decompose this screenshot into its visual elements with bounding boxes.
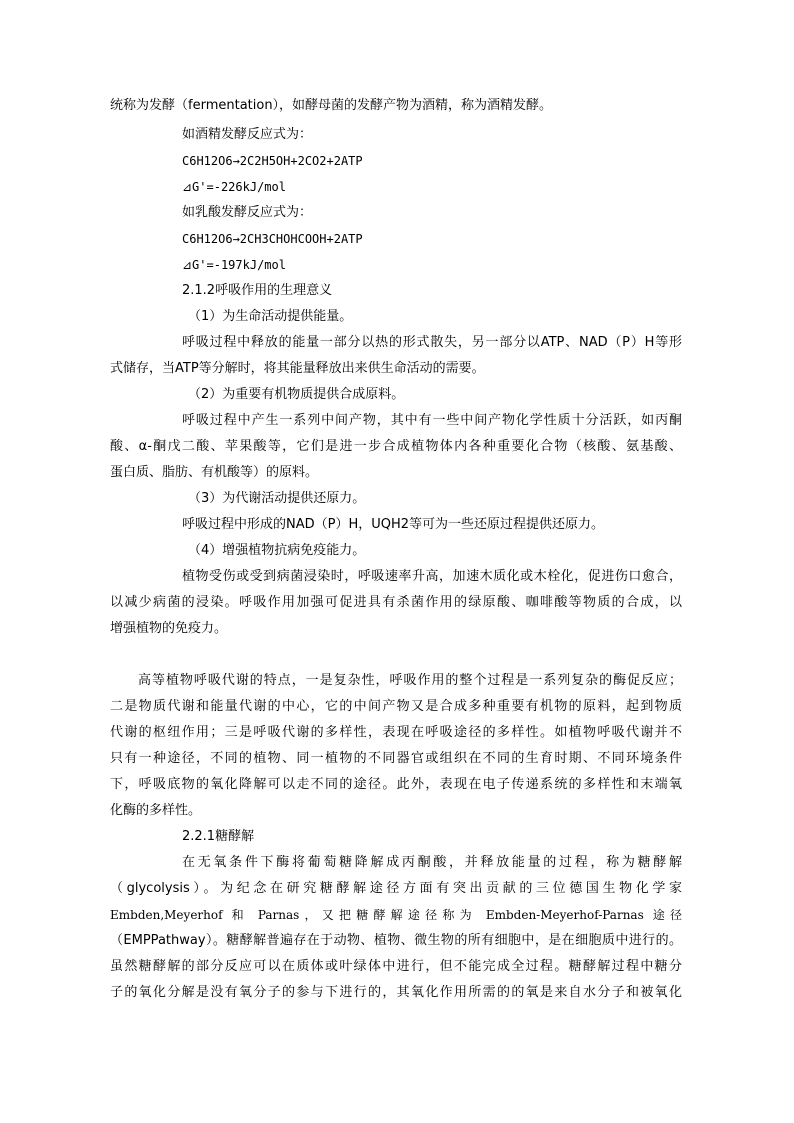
paragraph-line: 在无氧条件下酶将葡萄糖降解成丙酮酸，并释放能量的过程，称为糖酵解	[182, 855, 682, 870]
paragraph-line: 增强植物的免疫力。	[110, 621, 228, 636]
paragraph-line: 以减少病菌的浸染。呼吸作用加强可促进具有杀菌作用的绿原酸、咖啡酸等物质的合成，以	[110, 595, 682, 610]
paragraph-line: 化酶的多样性。	[110, 803, 202, 818]
chemical-equation: C6H12O6→2C2H5OH+2CO2+2ATP	[182, 154, 363, 168]
paragraph-line: 只有一种途径，不同的植物、同一植物的不同器官或组织在不同的生育时期、不同环境条件	[110, 751, 682, 766]
paragraph-line: 代谢的枢纽作用；三是呼吸代谢的多样性，表现在呼吸途径的多样性。如植物呼吸代谢并不	[110, 725, 682, 740]
paragraph-line: （glycolysis）。为纪念在研究糖酵解途径方面有突出贡献的三位德国生物化学家	[110, 881, 682, 896]
paragraph-line: 如酒精发酵反应式为：	[182, 127, 313, 142]
paragraph-line: 植物受伤或受到病菌浸染时，呼吸速率升高，加速木质化或木栓化，促进伤口愈合，	[182, 569, 682, 584]
paragraph-line: 高等植物呼吸代谢的特点，一是复杂性，呼吸作用的整个过程是一系列复杂的酶促反应；	[138, 673, 682, 688]
chemical-equation: C6H12O6→2CH3CHOHCOOH+2ATP	[182, 232, 363, 246]
paragraph-line: 酸、α-酮戊二酸、苹果酸等，它们是进一步合成植物体内各种重要化合物（核酸、氨基酸、	[110, 439, 682, 454]
list-item-heading: （3）为代谢活动提供还原力。	[188, 491, 366, 506]
paragraph-line: 蛋白质、脂肪、有机酸等）的原料。	[110, 465, 319, 480]
list-item-heading: （1）为生命活动提供能量。	[188, 309, 353, 324]
paragraph-line: 下，呼吸底物的氧化降解可以走不同的途径。此外，表现在电子传递系统的多样性和末端氧	[110, 777, 682, 792]
paragraph-line: 呼吸过程中产生一系列中间产物，其中有一些中间产物化学性质十分活跃，如丙酮	[182, 413, 682, 428]
section-heading: 2.1.2呼吸作用的生理意义	[182, 283, 333, 298]
list-item-heading: （2）为重要有机物质提供合成原料。	[188, 387, 405, 402]
section-heading: 2.2.1糖酵解	[182, 829, 255, 844]
paragraph-line: 统称为发酵（fermentation），如酵母菌的发酵产物为酒精，称为酒精发酵。	[110, 98, 553, 113]
paragraph-line: 呼吸过程中形成的NAD（P）H，UQH2等可为一些还原过程提供还原力。	[182, 517, 605, 532]
paragraph-line: 式储存，当ATP等分解时，将其能量释放出来供生命活动的需要。	[110, 361, 485, 376]
gibbs-energy: ⊿G'=-226kJ/mol	[182, 180, 286, 194]
paragraph-line: （EMPPathway）。糖酵解普遍存在于动物、植物、微生物的所有细胞中，是在细胞质中进行的。	[110, 933, 682, 948]
gibbs-energy: ⊿G'=-197kJ/mol	[182, 258, 286, 272]
paragraph-line: Embden,Meyerhof 和 Parnas，又把糖酵解途径称为 Embden-Meyerhof-Parnas 途径	[110, 908, 682, 922]
paragraph-line: 如乳酸发酵反应式为：	[182, 205, 313, 220]
paragraph-line: 虽然糖酵解的部分反应可以在质体或叶绿体中进行，但不能完成全过程。糖酵解过程中糖分	[110, 959, 682, 974]
paragraph-line: 子的氧化分解是没有氧分子的参与下进行的，其氧化作用所需的的氧是来自水分子和被氧化	[110, 985, 682, 1000]
list-item-heading: （4）增强植物抗病免疫能力。	[188, 543, 366, 558]
paragraph-line: 二是物质代谢和能量代谢的中心，它的中间产物又是合成多种重要有机物的原料，起到物质	[110, 699, 682, 714]
paragraph-line: 呼吸过程中释放的能量一部分以热的形式散失，另一部分以ATP、NAD（P）H等形	[182, 335, 682, 350]
